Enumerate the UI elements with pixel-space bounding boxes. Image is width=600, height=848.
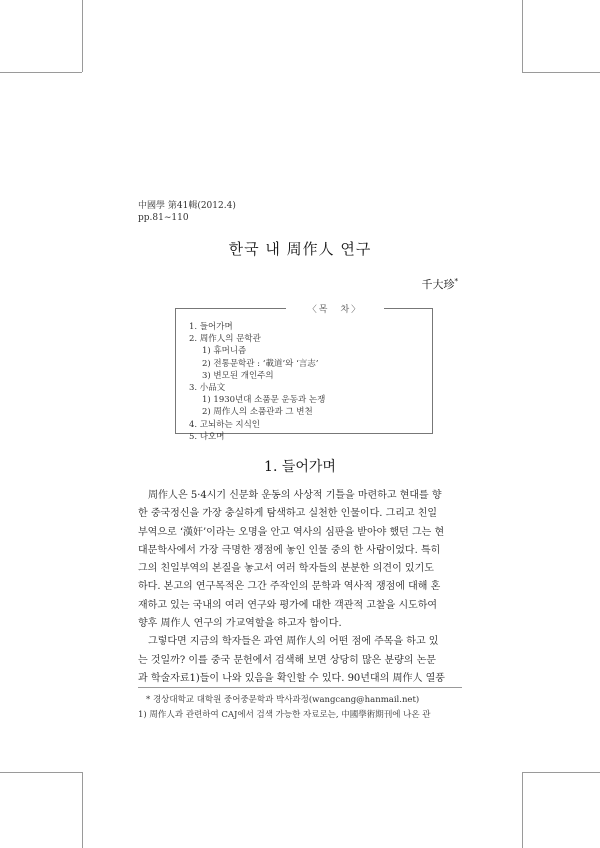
toc-item: 2. 周作人의 문학관 xyxy=(189,334,261,345)
footnote-author: * 경상대학교 대학원 중어중문학과 박사과정(wangcang@hanmail.net) xyxy=(146,695,420,705)
footnote-1: 1) 周作人과 관련하여 CAJ에서 검색 가능한 자료로는, 中國學術期刊에 나온 관 xyxy=(138,710,431,720)
toc-item: 3) 변모된 개인주의 xyxy=(202,370,274,381)
toc-heading: 〈목 차〉 xyxy=(286,302,384,315)
toc-item: 3. 小品文 xyxy=(189,383,226,394)
toc-item: 1) 1930년대 소품문 운동과 논쟁 xyxy=(202,395,326,406)
journal-header xyxy=(138,200,236,224)
toc-item: 2) 전통문학관 : ‘載道’와 ‘言志’ xyxy=(202,358,319,369)
crop-mark xyxy=(0,772,82,773)
body-line: 향후 周作人 연구의 가교역할을 하고자 함이다. xyxy=(138,618,342,630)
toc-list xyxy=(189,321,325,443)
body-line: 대문학사에서 가장 극명한 쟁점에 놓인 인물 중의 한 사람이었다. 특히 xyxy=(138,544,441,556)
crop-mark xyxy=(82,0,83,72)
body-line: 는 것일까? 이를 중국 문헌에서 검색해 보면 상당히 많은 분량의 논문 xyxy=(138,654,436,666)
crop-mark xyxy=(0,72,82,73)
body-line: 그의 친일부역의 본질을 놓고서 여러 학자들의 분분한 의견이 있기도 xyxy=(138,563,434,575)
body-line: 과 학술자료1)들이 나와 있음을 확인할 수 있다. 90년대의 周作人 열풍 xyxy=(138,672,445,684)
body-line: 한 중국정신을 가장 충실하게 탐색하고 실천한 인물이다. 그리고 친일 xyxy=(138,508,438,520)
author-name: 千大珍 xyxy=(421,278,455,291)
body-line: 부역으로 ‘漢奸’이라는 오명을 안고 역사의 심판을 받아야 했던 그는 현 xyxy=(138,526,445,538)
section-heading: 1. 들어가며 xyxy=(264,459,336,475)
footnote-divider xyxy=(138,687,462,688)
toc-item: 1) 휴머니즘 xyxy=(202,346,247,357)
body-line: 周作人은 5·4시기 신문화 운동의 사상적 기틀을 마련하고 현대를 향 xyxy=(148,490,442,501)
journal-issue: 中國學 第41輯(2012.4) xyxy=(138,201,236,211)
paper-title: 한국 내 周作人 연구 xyxy=(228,240,372,258)
body-line: 하다. 본고의 연구목적은 그간 주작인의 문학과 역사적 쟁점에 대해 혼 xyxy=(138,581,441,593)
body-line: 그렇다면 지금의 학자들은 과연 周作人의 어떤 점에 주목을 하고 있 xyxy=(148,636,439,648)
page-range: pp.81∼110 xyxy=(138,213,189,223)
author-footnote-mark: * xyxy=(454,277,458,286)
body-line: 재하고 있는 국내의 여러 연구와 평가에 대한 객관적 고찰을 시도하여 xyxy=(138,599,438,611)
author xyxy=(422,276,459,292)
body-text xyxy=(138,487,462,688)
footnotes xyxy=(138,693,462,723)
toc-item: 1. 들어가며 xyxy=(189,322,233,332)
crop-mark xyxy=(522,72,600,73)
crop-mark xyxy=(522,772,523,848)
toc-item: 2) 周作人의 소품관과 그 변천 xyxy=(202,407,313,418)
crop-mark xyxy=(82,772,83,848)
toc-item: 4. 고뇌하는 지식인 xyxy=(189,419,260,430)
table-of-contents xyxy=(175,305,433,442)
crop-mark xyxy=(522,772,600,773)
crop-mark xyxy=(522,0,523,72)
toc-item: 5. 나오며 xyxy=(189,431,225,442)
